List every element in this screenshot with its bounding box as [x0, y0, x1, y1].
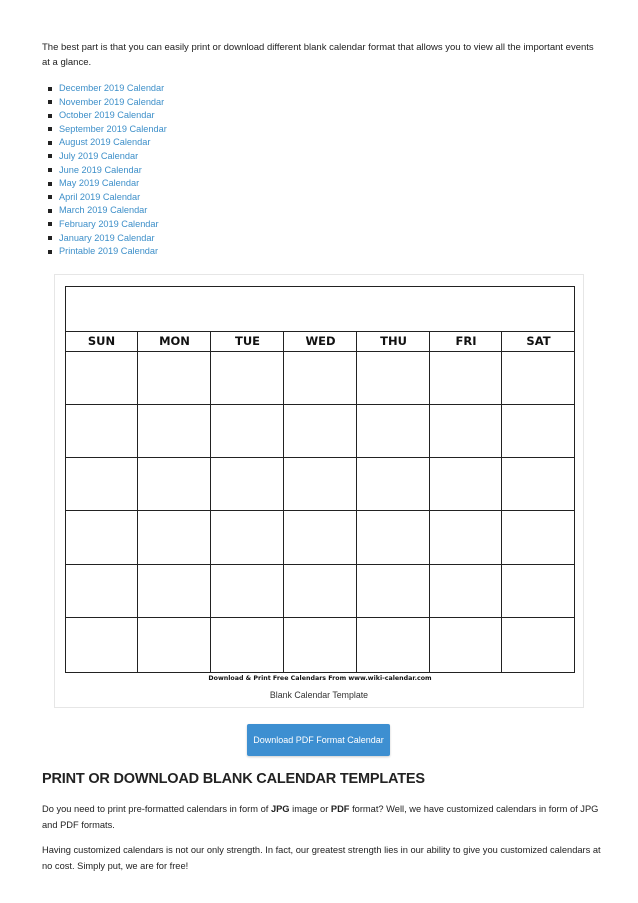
list-item: [42, 123, 167, 137]
link-january-2019[interactable]: January 2019 Calendar: [59, 232, 155, 243]
p1-text-b: image or: [289, 804, 331, 814]
grid-line: [210, 331, 211, 673]
link-april-2019[interactable]: April 2019 Calendar: [59, 191, 141, 202]
p1-pdf: PDF: [330, 804, 350, 814]
grid-line: [283, 331, 284, 673]
p1-text-a: Do you need to print pre-formatted calendars in form of: [42, 804, 271, 814]
link-july-2019[interactable]: July 2019 Calendar: [59, 150, 139, 161]
link-august-2019[interactable]: August 2019 Calendar: [59, 137, 151, 148]
grid-line: [429, 331, 430, 673]
link-may-2019[interactable]: May 2019 Calendar: [59, 178, 140, 189]
list-item: [42, 177, 167, 191]
list-item: [42, 218, 167, 232]
weekday-tue: TUE: [234, 334, 261, 348]
weekday-fri: FRI: [455, 334, 477, 348]
calendar-footer-note: [65, 673, 575, 685]
blank-calendar-image[interactable]: [65, 286, 575, 682]
weekday-sun: SUN: [87, 334, 116, 348]
grid-line: [65, 564, 575, 565]
link-june-2019[interactable]: June 2019 Calendar: [59, 164, 142, 175]
grid-line: [65, 457, 575, 458]
list-item: [42, 109, 167, 123]
weekday-sat: SAT: [526, 334, 551, 348]
weekday-wed: WED: [305, 334, 336, 348]
list-item: [42, 232, 167, 246]
list-item: [42, 164, 167, 178]
link-december-2019[interactable]: December 2019 Calendar: [59, 83, 165, 93]
weekday-mon: MON: [159, 334, 190, 348]
link-september-2019[interactable]: September 2019 Calendar: [59, 123, 167, 134]
grid-line: [65, 510, 575, 511]
figure-caption: Blank Calendar Template: [269, 690, 369, 700]
section-heading: PRINT OR DOWNLOAD BLANK CALENDAR TEMPLATES: [42, 771, 425, 787]
section-paragraph-2: Having customized calendars is not our only strength. In fact, our greatest strength lies in our ability to give you customized calendars at no cost. Simply put, we are for free!: [42, 845, 601, 871]
list-item: [42, 82, 167, 96]
link-november-2019[interactable]: November 2019 Calendar: [59, 96, 165, 107]
list-item: [42, 136, 167, 150]
list-item: [42, 245, 167, 259]
calendar-image-figure: [54, 274, 584, 708]
download-pdf-button[interactable]: Download PDF Format Calendar: [247, 724, 390, 756]
link-february-2019[interactable]: February 2019 Calendar: [59, 218, 159, 229]
list-item: [42, 96, 167, 110]
grid-line: [137, 331, 138, 673]
p1-jpg: JPG: [270, 804, 290, 814]
section-paragraph-1: [42, 801, 602, 833]
grid-line: [65, 404, 575, 405]
p1-text-c: format? Well, we have customized calendars in form of JPG and PDF formats.: [42, 804, 599, 830]
link-march-2019[interactable]: March 2019 Calendar: [59, 205, 148, 216]
grid-line: [65, 617, 575, 618]
list-item: [42, 150, 167, 164]
list-item: [42, 191, 167, 205]
weekday-thu: THU: [380, 334, 407, 348]
footer-site: www.wiki-calendar.com: [348, 675, 432, 682]
grid-line: [501, 331, 502, 673]
footer-prefix: Download & Print Free Calendars From: [208, 675, 347, 682]
link-printable-2019[interactable]: Printable 2019 Calendar: [59, 246, 159, 257]
intro-paragraph: The best part is that you can easily print or download different blank calendar format that allows you to view all the important events at a glance.: [42, 42, 594, 68]
grid-line: [356, 331, 357, 673]
calendar-links-list: [42, 82, 167, 259]
list-item: [42, 204, 167, 218]
link-october-2019[interactable]: October 2019 Calendar: [59, 110, 155, 121]
weekday-header-row: [65, 331, 575, 352]
